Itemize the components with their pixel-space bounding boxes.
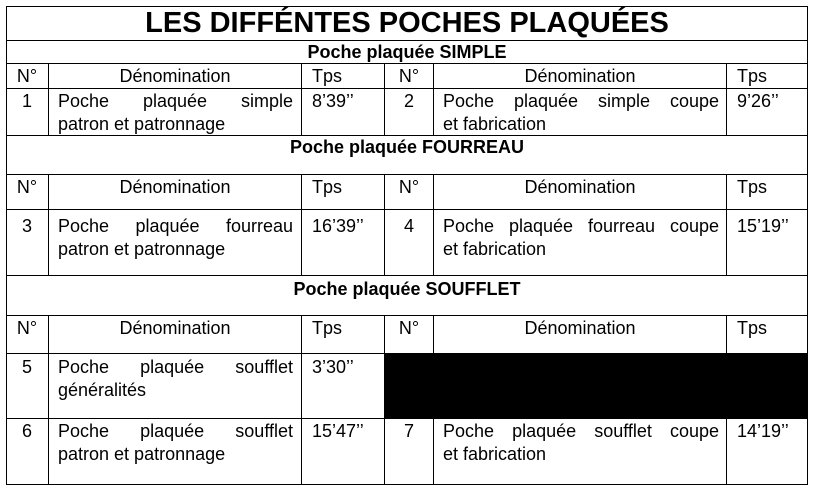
column-divider	[48, 315, 49, 485]
header-tps: Tps	[737, 66, 768, 86]
denomination-line: et fabrication	[443, 239, 547, 259]
row-denomination	[443, 215, 719, 261]
denomination-line: Poche plaquée simple	[58, 91, 293, 111]
header-denomination: Dénomination	[524, 318, 636, 338]
header-denomination: Dénomination	[119, 318, 231, 338]
row-number: 5	[21, 357, 32, 377]
header-num: N°	[16, 177, 38, 197]
column-divider	[48, 63, 49, 135]
denomination-line: généralités	[58, 380, 147, 400]
column-divider	[384, 174, 385, 275]
row-number: 1	[21, 91, 32, 111]
section-title-soufflet: Poche plaquée SOUFFLET	[293, 279, 521, 299]
denomination-line: et fabrication	[443, 444, 547, 464]
section-title-simple: Poche plaquée SIMPLE	[307, 42, 507, 62]
row-number: 4	[403, 216, 414, 236]
header-num: N°	[398, 318, 420, 338]
column-divider	[433, 418, 434, 485]
header-denomination: Dénomination	[524, 177, 636, 197]
column-divider	[726, 315, 727, 353]
row-time: 3’30’’	[312, 357, 354, 377]
row-denomination	[443, 90, 719, 136]
column-divider	[433, 63, 434, 135]
page-title: LES DIFFÉNTES POCHES PLAQUÉES	[145, 7, 669, 39]
header-denomination: Dénomination	[119, 66, 231, 86]
section-title-fourreau: Poche plaquée FOURREAU	[289, 137, 525, 157]
header-num: N°	[16, 66, 38, 86]
row-time: 14’19’’	[737, 421, 789, 441]
row-time: 16’39’’	[312, 216, 364, 236]
header-num: N°	[398, 177, 420, 197]
denomination-line: patron et patronnage	[58, 239, 226, 259]
column-divider	[433, 315, 434, 353]
row-time: 15’19’’	[737, 216, 789, 236]
divider	[6, 418, 808, 419]
header-num: N°	[16, 318, 38, 338]
column-divider	[48, 174, 49, 275]
column-divider	[384, 63, 385, 135]
row-denomination	[58, 420, 293, 466]
row-denomination	[443, 420, 719, 466]
column-divider	[726, 418, 727, 485]
denomination-line: Poche plaquée fourreau coupe	[443, 216, 719, 236]
column-divider	[726, 63, 727, 135]
denomination-line: Poche plaquée fourreau	[58, 216, 293, 236]
column-divider	[301, 174, 302, 275]
header-tps: Tps	[737, 177, 768, 197]
row-number: 7	[403, 421, 414, 441]
denomination-line: patron et patronnage	[58, 114, 226, 134]
row-denomination	[58, 356, 293, 402]
row-number: 2	[403, 91, 414, 111]
row-number: 3	[21, 216, 32, 236]
denomination-line: patron et patronnage	[58, 444, 226, 464]
denomination-line: et fabrication	[443, 114, 547, 134]
column-divider	[301, 315, 302, 485]
denomination-line: Poche plaquée simple coupe	[443, 91, 719, 111]
header-tps: Tps	[312, 66, 343, 86]
header-denomination: Dénomination	[119, 177, 231, 197]
header-denomination: Dénomination	[524, 66, 636, 86]
header-num: N°	[398, 66, 420, 86]
row-time: 8’39’’	[312, 91, 354, 111]
denomination-line: Poche plaquée soufflet	[58, 421, 293, 441]
denomination-line: Poche plaquée soufflet coupe	[443, 421, 719, 441]
redacted-block	[385, 354, 808, 418]
column-divider	[433, 174, 434, 275]
row-number: 6	[21, 421, 32, 441]
column-divider	[301, 63, 302, 135]
row-time: 15’47’’	[312, 421, 364, 441]
denomination-line: Poche plaquée soufflet	[58, 357, 293, 377]
header-tps: Tps	[312, 318, 343, 338]
column-divider	[384, 315, 385, 485]
divider	[6, 209, 808, 210]
row-denomination	[58, 215, 293, 261]
column-divider	[726, 174, 727, 275]
header-tps: Tps	[737, 318, 768, 338]
row-denomination	[58, 90, 293, 136]
row-time: 9’26’’	[737, 91, 779, 111]
divider	[6, 88, 808, 89]
header-tps: Tps	[312, 177, 343, 197]
